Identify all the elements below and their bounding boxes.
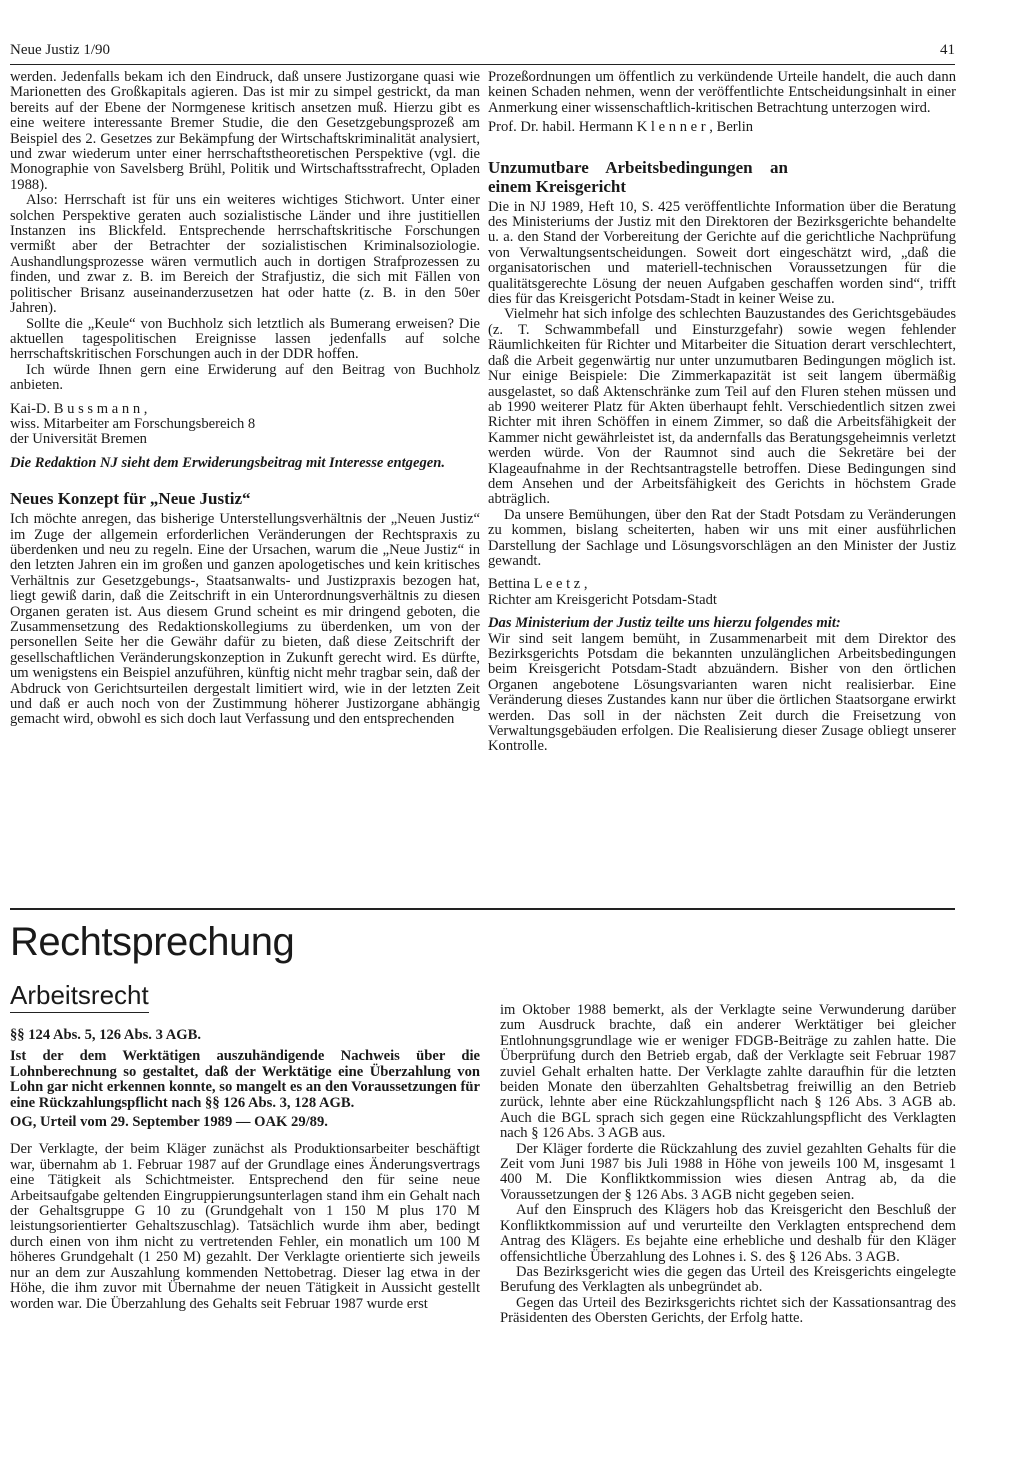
- left-column-top: [10, 70, 480, 728]
- paragraph: Die in NJ 1989, Heft 10, S. 425 veröffentlichte Information über die Beratung des Ministeriums der Justiz mit den Direktoren der Bezirksgerichte behandelte u. a. den Stand der Vorbereitung der Gerichte auf die gerichtliche Nachprüfung von Verwaltungsentscheidungen. Soweit dort eingeschätzt wird, „daß die organisatorischen und materiell-technischen Voraussetzungen für die qualitätsgerechte Lösung der neuen Aufgaben geschaffen worden sind“, trifft dies für das Kreisgericht Potsdam-Stadt in keiner Weise zu.: [488, 198, 956, 308]
- author-signature: Kai-D. B u s s m a n n ,: [10, 400, 148, 417]
- paragraph: Da unsere Bemühungen, über den Rat der Stadt Potsdam zu Veränderungen zu kommen, bislang scheiterten, haben wir uns mit einer ausführlichen Darstellung der Sachlage und Lösungsvorschlägen an den Minister der Justiz gewandt.: [488, 506, 956, 569]
- paragraph: Der Verklagte, der beim Kläger zunächst als Produktionsarbeiter beschäftigt war, übernahm ab 1. Februar 1987 auf der Grundlage eines Änderungsvertrags eine Tätigkeit als Schichtmeister. Entsprechend den für seine neue Arbeitsaufgabe geltenden Eingruppierungsunterlagen stand ihm ein Gehalt nach der Gehaltsgruppe G 10 zu (Grundgehalt von 1 150 M plus 170 M leistungsorientierter Gehaltszuschlag). Tatsächlich wurde ihm aber, bedingt durch einen von ihm nicht zu vertretenden Fehler, ein monatlich um 100 M höheres Grundgehalt (1 250 M) gezahlt. Der Verklagte orientierte sich jeweils nur an dem zur Auszahlung kommenden Nettobetrag. Dieser lag etwa in der Höhe, die ihm zuvor mit Übernahme der neuen Tätigkeit in Aussicht gestellt worden war. Die Überzahlung des Gehalts seit Februar 1987 wurde erst: [10, 1141, 480, 1312]
- section-divider: [10, 908, 955, 910]
- journal-issue: Neue Justiz 1/90: [10, 42, 110, 58]
- page-header: [10, 40, 955, 65]
- article-heading: Unzumutbare Arbeitsbedingungen an einem Kreisgericht: [488, 157, 788, 196]
- paragraph: Prozeßordnungen um öffentlich zu verkündende Urteile handelt, die auch dann keinen Schaden nehmen, wenn der veröffentlichte Entscheidungsinhalt in einer Anmerkung einer wissenschaftlich-kritischen Betrachtung unterzogen wird.: [488, 69, 956, 116]
- paragraph: Vielmehr hat sich infolge des schlechten Bauzustandes des Gerichtsgebäudes (z. T. Schwammbefall und Einsturzgefahr) sowie wegen fehlender Räumlichkeiten für Richter und Mitarbeiter die Situation derart verschlechtert, daß die Arbeit gegenwärtig nur unter unzumutbaren Bedingungen möglich ist. Nur einige Beispiele: Die Zimmerkapazität ist seit langem übermäßig ausgelastet, so daß Aktenschränke zum Teil auf den Fluren stehen müssen und ab 1990 weiterer Platz für Akten überhaupt fehlt. Verschiedentlich sitzen zwei Richter mit ihren Schöffen in einem Zimmer, so daß die Arbeitsfähigkeit der Kammer nicht gewährleistet ist, da andernfalls das Beratungsgeheimnis verletzt werden würde. Von der Raumnot sind auch die Sekretäre bei der Klageaufnahme in der Rechtsantragstelle betroffen. Diese Bedingungen sind dem Ansehen und der Arbeitsfähigkeit des Gerichts in höchstem Grade abträglich.: [488, 306, 956, 508]
- paragraph: Ich würde Ihnen gern eine Erwiderung auf den Beitrag von Buchholz anbieten.: [10, 361, 480, 394]
- law-citation: §§ 124 Abs. 5, 126 Abs. 3 AGB.: [10, 1027, 201, 1043]
- paragraph: Auf den Einspruch des Klägers hob das Kreisgericht den Beschluß der Konfliktkommission auf und verurteilte den Verklagten entsprechend dem Antrag des Klägers. Es bejahte eine erhebliche und deshalb für den Kläger offensichtliche Überzahlung des Lohnes i. S. des § 126 Abs. 3 AGB.: [500, 1202, 956, 1265]
- ruling-reference: OG, Urteil vom 29. September 1989 — OAK 29/89.: [10, 1114, 328, 1131]
- editor-note: Die Redaktion NJ sieht dem Erwiderungsbeitrag mit Interesse entgegen.: [10, 454, 445, 471]
- author-signature: Prof. Dr. habil. Hermann K l e n n e r , Berlin: [488, 119, 754, 136]
- author-signature: Bettina L e e t z ,: [488, 576, 588, 593]
- paragraph: Das Bezirksgericht wies die gegen das Urteil des Kreisgerichts eingelegte Berufung des Verklagten als unbegründet ab.: [500, 1263, 956, 1296]
- page-number: 41: [940, 42, 955, 58]
- paragraph: Wir sind seit langem bemüht, in Zusammenarbeit mit dem Direktor des Bezirksgerichts Potsdam die bekannten unzulänglichen Arbeitsbedingungen beim Kreisgericht Potsdam-Stadt abzuändern. Bisher von den örtlichen Organen angebotene Lösungsvarianten waren nicht realisierbar. Eine Veränderung dieses Zustandes kann nur über die örtlichen Staatsorgane erwirkt werden. Das soll in der nächsten Zeit durch die Freisetzung von Verwaltungsgebäuden erfolgen. Die Realisierung dieser Zusage obliegt unserer Kontrolle.: [488, 630, 956, 755]
- right-column-top: [488, 70, 956, 755]
- paragraph: werden. Jedenfalls bekam ich den Eindruck, daß unsere Justizorgane quasi wie Marionetten des Großkapitals agieren. Das ist mir zu simpel gestrickt, da man bereits auf der Ebene der Normgenese kritisch ansetzen muß. Hierzu gibt es eine weitere interessante Bremer Studie, die den Gesetzgebungsprozeß am Beispiel des 2. Gesetzes zur Bekämpfung der Wirtschaftskriminalität analysiert, und zwar wiederum unter einer herrschaftstheoretischen Perspektive (vgl. die Monographie von Savelsberg Brühl, Politik und Wirtschaftsstrafrecht, Opladen 1988).: [10, 69, 480, 193]
- author-affiliation: wiss. Mitarbeiter am Forschungsbereich 8: [10, 415, 256, 432]
- paragraph: Der Kläger forderte die Rückzahlung des zuviel gezahlten Gehalts für die Zeit vom Juni 1987 bis Juli 1988 in Höhe von jeweils 100 M, insgesamt 1 400 M. Die Konfliktkommission wies diesen Antrag ab, da die Voraussetzungen der § 126 Abs. 3 AGB nicht gegeben seien.: [500, 1140, 956, 1203]
- paragraph: Also: Herrschaft ist für uns ein weiteres wichtiges Stichwort. Unter einer solchen Perspektive geraten auch sozialistische Länder und ihre justitiellen Instanzen ins Blickfeld. Entsprechende herrschaftskritische Forschungen vermißt aber der Betrachter der sozialistischen Kriminalsoziologie. Aushandlungsprozesse wären vermutlich auch in dortigen Strafprozessen zu finden, und zwar z. B. im Bereich der Strafjustiz, die sich mit Fällen von politischer Brisanz auseinanderzusetzen hat oder hatte (z. B. in den 50er Jahren).: [10, 192, 480, 317]
- paragraph: Ich möchte anregen, das bisherige Unterstellungsverhältnis der „Neuen Justiz“ im Zuge der allgemein erforderlichen Veränderungen der Rechtspraxis zu überdenken und neu zu regeln. Eine der Ursachen, warum die „Neue Justiz“ in den letzten Jahren ein im großen und ganzen apologetisches und kein kritisches Verhältnis zur Gesetzgebungs-, Staatsanwalts- und Justizpraxis bezogen hat, liegt gewiß darin, daß die Zeitschrift in ein Unterordnungsverhältnis zu diesen Organen geraten ist. Aus diesem Grund scheint es mir dringend geboten, die Zusammensetzung des Redaktionskollegiums zu überdenken, um von der personellen Seite her die Gewähr dafür zu bieten, daß diese Zeitschrift der gesellschaftlichen Veränderungskonzeption in Zukunft gerecht wird. Es dürfte, um wenigstens ein Beispiel anzuführen, künftig nicht mehr tragbar sein, daß der Abdruck von Gerichtsurteilen dergestalt limitiert wird, wie in der letzten Zeit und daß er auch noch von der Zustimmung höherer Justizorgane abhängig gemacht wird, obwohl es sich doch laut Verfassung und den entsprechenden: [10, 511, 480, 728]
- paragraph: Gegen das Urteil des Bezirksgerichts richtet sich der Kassationsantrag des Präsidenten des Obersten Gerichts, der Erfolg hatte.: [500, 1294, 956, 1327]
- headnote: Ist der dem Werktätigen auszuhändigende Nachweis über die Lohnberechnung so gestaltet, daß der Werktätige eine Überzahlung von Lohn gar nicht erkennen konnte, so mangelt es an den Voraussetzungen für eine Rückzahlungspflicht nach §§ 126 Abs. 3, 128 AGB.: [10, 1048, 480, 1111]
- section-title: Rechtsprechung: [10, 920, 295, 964]
- author-affiliation: der Universität Bremen: [10, 431, 147, 448]
- left-column-bottom: [10, 1028, 480, 1312]
- author-affiliation: Richter am Kreisgericht Potsdam-Stadt: [488, 591, 717, 608]
- paragraph: Sollte die „Keule“ von Buchholz sich letztlich als Bumerang erweisen? Die aktuellen tagespolitischen Ereignisse lassen jedenfalls auf solche herrschaftskritischen Forschungen auch in der DDR hoffen.: [10, 315, 480, 363]
- section-subtitle: Arbeitsrecht: [10, 980, 149, 1013]
- article-heading: Neues Konzept für „Neue Justiz“: [10, 489, 251, 509]
- ministry-note: Das Ministerium der Justiz teilte uns hierzu folgendes mit:: [488, 615, 841, 632]
- paragraph: im Oktober 1988 bemerkt, als der Verklagte seine Verwunderung darüber zum Ausdruck brachte, daß ein anderer Werktätiger bei gleicher Entlohnungsgrundlage wie er weniger FDGB-Beiträge zu zahlen hatte. Die Überprüfung durch den Betrieb ergab, daß der Verklagte seit Februar 1987 zuviel Gehalt erhalten hatte. Der Verklagte zahlte daraufhin für die letzten beiden Monate den überzahlten Gehaltsbetrag freiwillig an den Betrieb zurück, lehnte aber eine Rückzahlungspflicht nach § 126 Abs. 3 AGB ab. Auch die BGL sprach sich gegen eine Rückzahlungspflicht des Verklagten nach § 126 Abs. 3 AGB aus.: [500, 1002, 956, 1142]
- right-column-bottom: [500, 1003, 956, 1327]
